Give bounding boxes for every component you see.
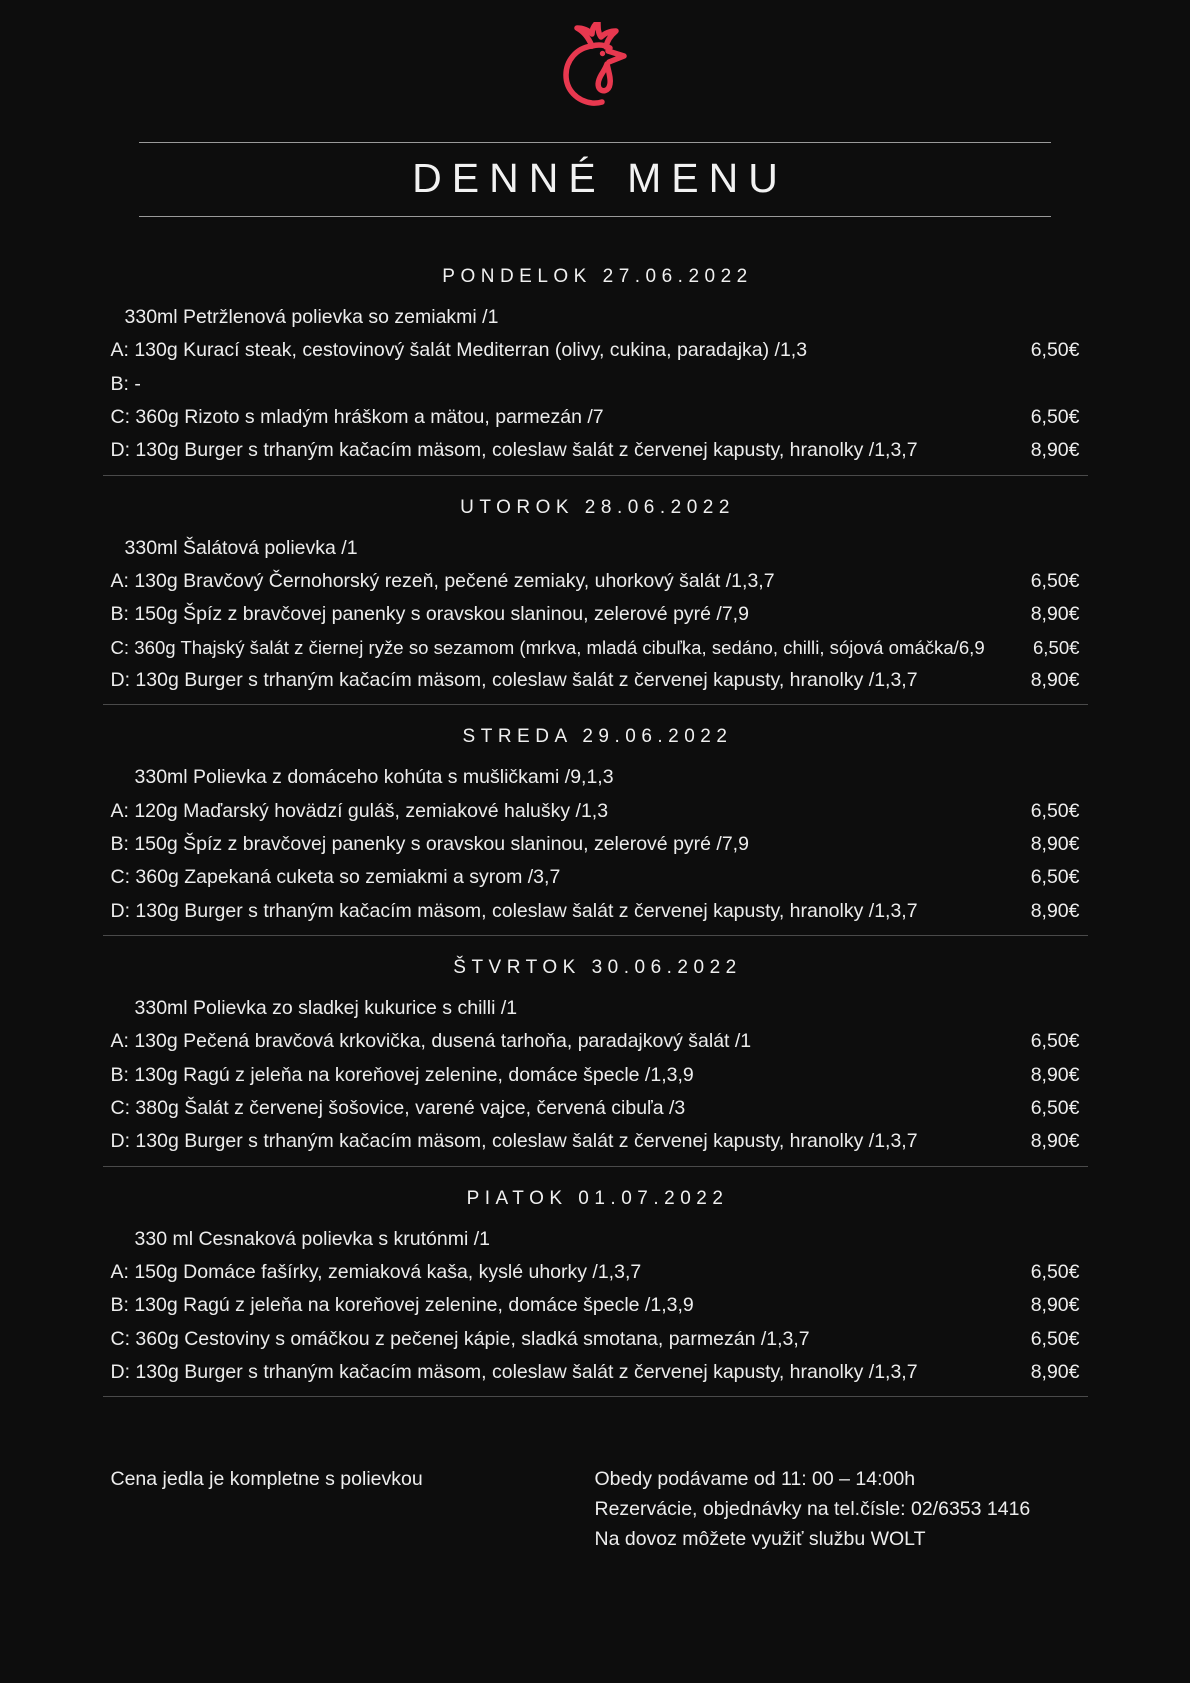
footer-line: Na dovoz môžete využiť službu WOLT [594,1528,926,1550]
item-description: B: - [110,372,141,395]
item-price: 6,50€ [1030,866,1080,889]
day-heading: PIATOK 01.07.2022 [466,1187,729,1209]
item-price: 6,50€ [1030,339,1080,362]
item-price: 8,90€ [1030,1063,1080,1086]
item-description: B: 130g Ragú z jeleňa na koreňovej zelenine, domáce špecle /1,3,9 [110,1294,694,1317]
soup-row [103,301,1088,334]
item-description: A: 130g Bravčový Černohorský rezeň, pečené zemiaky, uhorkový šalát /1,3,7 [110,570,775,593]
title-block [139,142,1051,217]
item-description: B: 150g Špíz z bravčovej panenky s oravskou slaninou, zelerové pyré /7,9 [110,603,749,626]
day-section [103,476,1088,706]
day-heading: ŠTVRTOK 30.06.2022 [453,957,742,979]
item-description: D: 130g Burger s trhaným kačacím mäsom, coleslaw šalát z červenej kapusty, hranolky /1,3,7 [110,668,918,691]
menu-row [103,795,1088,828]
soup-row [103,992,1088,1025]
menu-row [103,1323,1088,1356]
item-price: 6,50€ [1030,406,1080,429]
rooster-head-icon [552,22,638,112]
item-price: 8,90€ [1030,439,1080,462]
menu-row [103,895,1088,928]
day-heading: UTOROK 28.06.2022 [460,496,735,518]
item-price: 6,50€ [1032,636,1080,658]
item-description: C: 360g Cestoviny s omáčkou z pečenej kápie, sladká smotana, parmezán /1,3,7 [110,1327,810,1350]
footer-line: Rezervácie, objednávky na tel.čísle: 02/6353 1416 [594,1498,1031,1520]
footer [0,1353,1190,1683]
item-price: 6,50€ [1030,1261,1080,1284]
item-description: B: 150g Špíz z bravčovej panenky s oravskou slaninou, zelerové pyré /7,9 [110,833,749,855]
day-heading: STREDA 29.06.2022 [462,726,733,748]
soup-row [103,1223,1088,1256]
item-price: 8,90€ [1030,668,1080,691]
item-price: 6,50€ [1030,799,1080,822]
item-description: 330ml Petržlenová polievka so zemiakmi /1 [124,306,499,329]
menu-row [103,334,1088,367]
item-description: D: 130g Burger s trhaným kačacím mäsom, coleslaw šalát z červenej kapusty, hranolky /1,3,7 [110,439,918,462]
footer-contact-lines [595,1468,1031,1558]
day-section [103,936,1088,1167]
brand-logo [0,0,1190,112]
item-price: 8,90€ [1030,833,1080,855]
menu-row [103,565,1088,598]
day-heading: PONDELOK 27.06.2022 [442,266,753,288]
soup-row [103,532,1088,565]
soup-row [103,761,1088,794]
item-description: D: 130g Burger s trhaným kačacím mäsom, coleslaw šalát z červenej kapusty, hranolky /1,3,7 [110,1130,918,1153]
menu-row [103,1256,1088,1289]
menu-row [103,401,1088,434]
day-section [103,705,1088,936]
item-description: D: 130g Burger s trhaným kačacím mäsom, coleslaw šalát z červenej kapusty, hranolky /1,3,7 [110,899,918,922]
item-price: 6,50€ [1030,1030,1080,1053]
item-description: A: 120g Maďarský hovädzí guláš, zemiakové halušky /1,3 [110,799,609,822]
footer-note: Cena jedla je kompletne s polievkou [110,1468,423,1490]
item-description: A: 150g Domáce fašírky, zemiaková kaša, kyslé uhorky /1,3,7 [110,1261,642,1284]
menu-row [103,828,1088,861]
day-items [103,301,1088,468]
item-description: C: 360g Thajský šalát z čiernej ryže so sezamom (mrkva, mladá cibuľka, sedáno, chilli, sójová omáčka/6,9 [110,636,985,658]
item-description: A: 130g Pečená bravčová krkovička, dusená tarhoňa, paradajkový šalát /1 [110,1030,752,1053]
item-price: 6,50€ [1030,1327,1080,1350]
item-description: B: 130g Ragú z jeleňa na koreňovej zelenine, domáce špecle /1,3,9 [110,1063,694,1086]
item-price: 8,90€ [1030,603,1080,626]
menu-row [103,1092,1088,1125]
item-description: 330ml Polievka z domáceho kohúta s mušličkami /9,1,3 [134,766,614,789]
menu-row [103,1025,1088,1058]
item-description: C: 360g Rizoto s mladým hráškom a mätou, parmezán /7 [110,406,604,429]
item-price: 8,90€ [1030,899,1080,922]
item-price: 8,90€ [1030,1130,1080,1153]
item-description: D: 130g Burger s trhaným kačacím mäsom, coleslaw šalát z červenej kapusty, hranolky /1,3,7 [110,1361,918,1384]
item-description: C: 360g Zapekaná cuketa so zemiakmi a syrom /3,7 [110,866,561,889]
item-price: 6,50€ [1030,1097,1080,1120]
item-price: 8,90€ [1030,1294,1080,1317]
day-items [103,532,1088,698]
menu-row [103,1059,1088,1092]
day-list [103,217,1088,1397]
day-items [103,761,1088,928]
menu-row [103,598,1088,631]
menu-row [103,664,1088,697]
item-description: 330 ml Cesnaková polievka s krutónmi /1 [134,1227,491,1250]
menu-row [103,632,1088,664]
menu-row [103,861,1088,894]
item-price: 6,50€ [1030,570,1080,593]
menu-row [103,368,1088,401]
page-title: DENNÉ MENU [412,155,788,201]
item-description: 330ml Šalátová polievka /1 [124,536,358,559]
item-description: A: 130g Kurací steak, cestovinový šalát Mediterran (olivy, cukina, paradajka) /1,3 [110,339,808,362]
menu-row [103,1125,1088,1158]
day-section [103,245,1088,476]
item-price: 8,90€ [1030,1361,1080,1384]
day-items [103,992,1088,1159]
item-description: C: 380g Šalát z červenej šošovice, varené vajce, červená cibuľa /3 [110,1097,686,1120]
footer-line: Obedy podávame od 11: 00 – 14:00h [594,1468,916,1490]
menu-row [103,1289,1088,1322]
menu-row [103,434,1088,467]
item-description: 330ml Polievka zo sladkej kukurice s chilli /1 [134,997,518,1020]
